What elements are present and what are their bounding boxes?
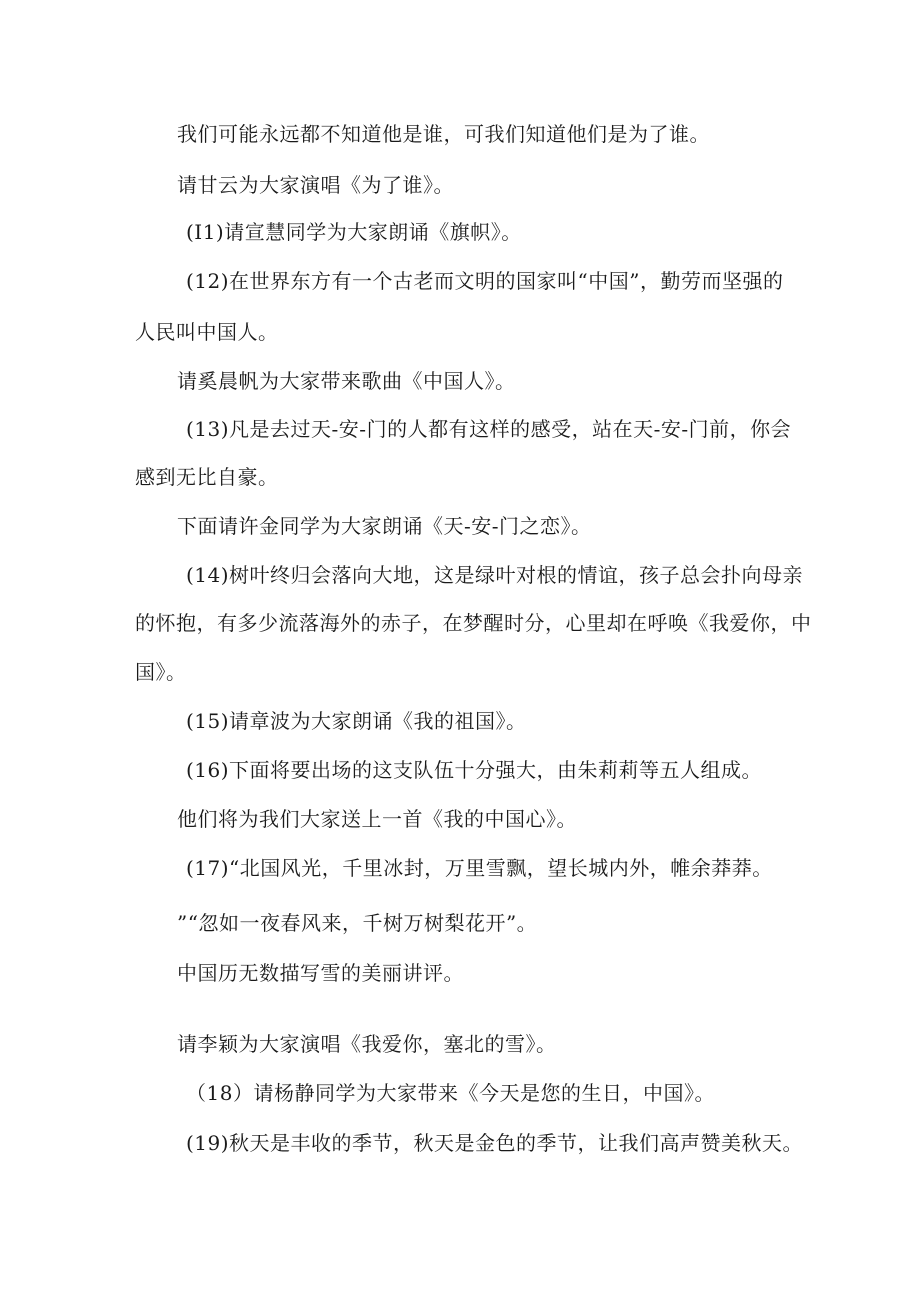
paragraph-line-18: 中国历无数描写雪的美丽讲评。 [177,961,464,985]
paragraph-line-13: (15)请章波为大家朗诵《我的祖国》。 [186,709,527,733]
paragraph-line-11: 的怀抱，有多少流落海外的赤子，在梦醒时分，心里却在呼唤《我爱你，中 [135,611,812,635]
paragraph-line-21: (19)秋天是丰收的季节，秋天是金色的季节，让我们高声赞美秋天。 [186,1131,804,1155]
paragraph-line-17: ”“忽如一夜春风来，千树万树梨花开”。 [177,911,538,935]
paragraph-line-16: (17)“北国风光，千里冰封，万里雪飘，望长城内外，帷余莽莽。 [186,856,773,880]
paragraph-line-8: 感到无比自豪。 [135,465,279,489]
paragraph-line-15: 他们将为我们大家送上一首《我的中国心》。 [177,807,577,831]
paragraph-line-10: (14)树叶终归会落向大地，这是绿叶对根的情谊，孩子总会扑向母亲 [186,563,804,587]
paragraph-line-2: 请甘云为大家演唱《为了谁》。 [177,173,454,197]
paragraph-line-6: 请奚晨帆为大家带来歌曲《中国人》。 [177,369,516,393]
paragraph-line-5: 人民叫中国人。 [135,320,279,344]
paragraph-line-12: 国》。 [135,660,187,684]
paragraph-line-1: 我们可能永远都不知道他是谁，可我们知道他们是为了谁。 [177,122,710,146]
paragraph-line-7: (13)凡是去过天-安-门的人都有这样的感受，站在天-安-门前，你会 [186,417,792,441]
paragraph-line-14: (16)下面将要出场的这支队伍十分强大，由朱莉莉等五人组成。 [186,758,763,782]
paragraph-line-4: (12)在世界东方有一个古老而文明的国家叫“中国”，勤劳而坚强的 [186,269,784,293]
paragraph-line-3: (I1)请宣慧同学为大家朗诵《旗帜》。 [186,220,522,244]
paragraph-line-19: 请李颖为大家演唱《我爱你，塞北的雪》。 [177,1032,557,1056]
paragraph-line-9: 下面请许金同学为大家朗诵《天-安-门之恋》。 [177,514,592,538]
paragraph-line-20: （18）请杨静同学为大家带来《今天是您的生日，中国》。 [186,1081,715,1105]
